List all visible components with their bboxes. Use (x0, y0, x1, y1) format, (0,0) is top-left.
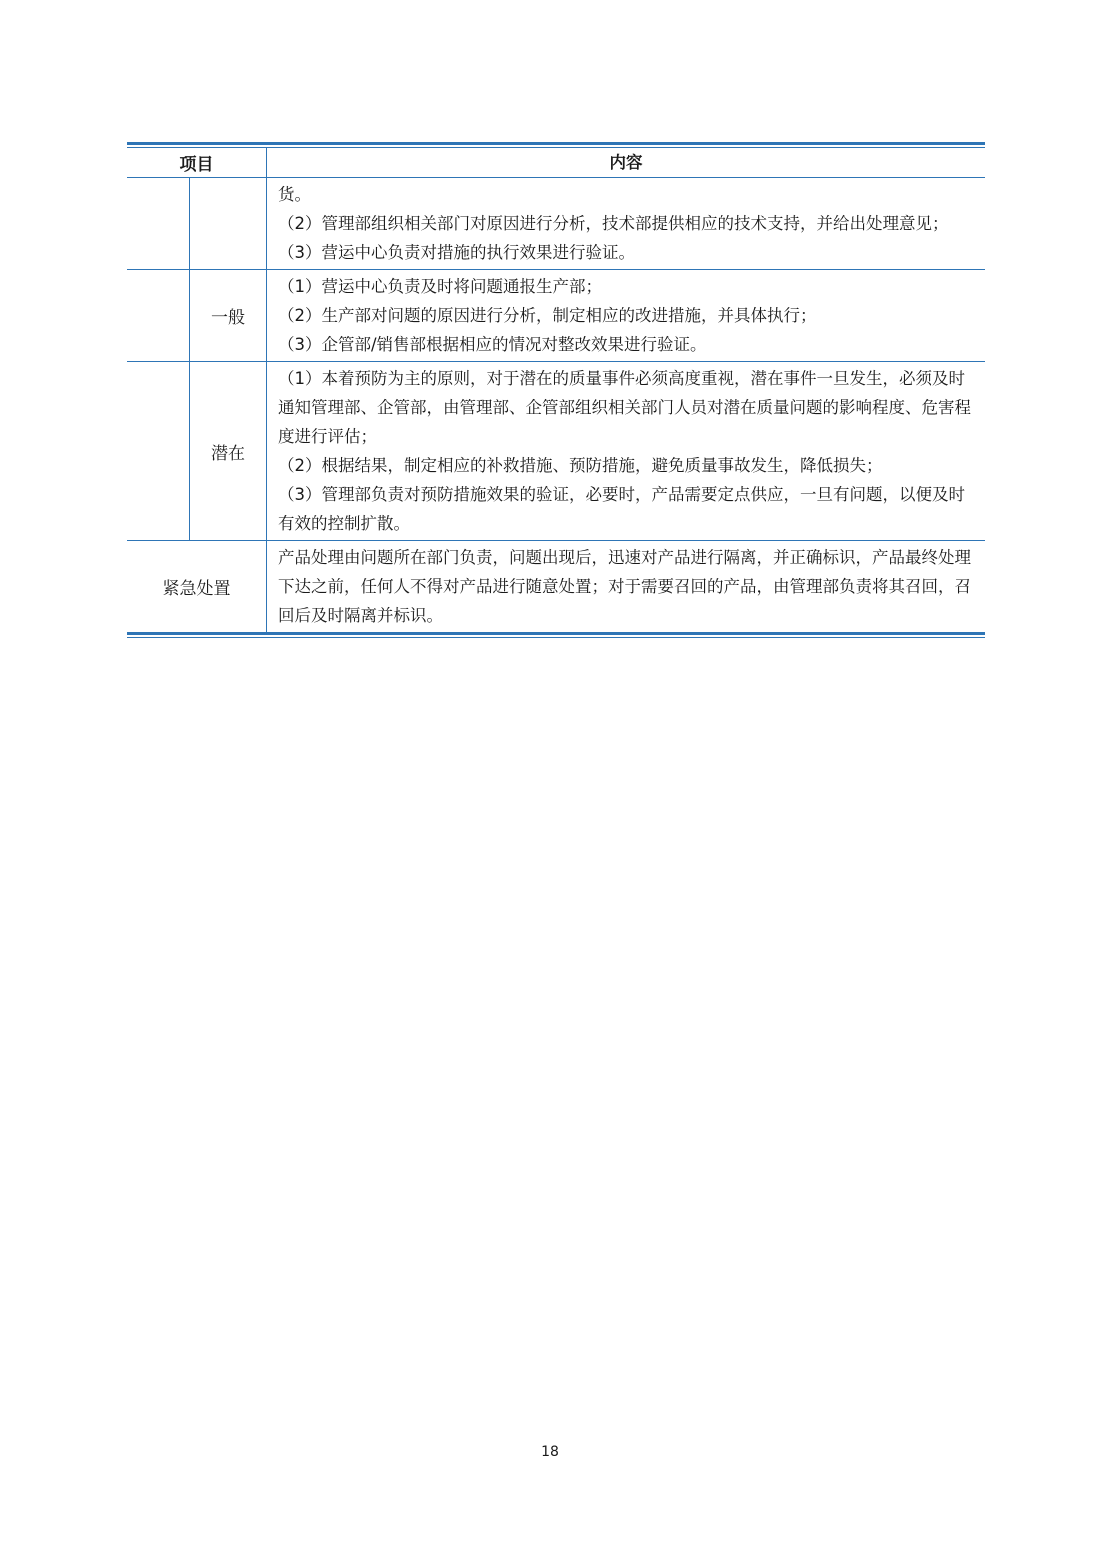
table-header-row (127, 148, 985, 178)
table-row (127, 178, 985, 270)
content-line: （2）生产部对问题的原因进行分析，制定相应的改进措施，并具体执行； (278, 306, 817, 325)
content-line: （3）管理部负责对预防措施效果的验证，必要时，产品需要定点供应，一旦有问题，以便及时有效的控制扩散。 (278, 485, 965, 533)
page-number: 18 (541, 1444, 559, 1460)
emergency-content (267, 541, 985, 632)
row-content (267, 362, 985, 540)
content-line: 货。 (278, 185, 311, 204)
row-label-general: 一般 (189, 270, 267, 361)
content-line: （1）本着预防为主的原则，对于潜在的质量事件必须高度重视，潜在事件一旦发生，必须及时通知管理部、企管部，由管理部、企管部组织相关部门人员对潜在质量问题的影响程度、危害程度进行评估； (278, 369, 971, 446)
row-content (267, 270, 985, 361)
row-label (189, 178, 267, 269)
row-content (267, 178, 985, 269)
table-row (127, 270, 985, 362)
content-line: （3）企管部/销售部根据相应的情况对整改效果进行验证。 (278, 335, 707, 354)
content-line: （3）营运中心负责对措施的执行效果进行验证。 (278, 243, 635, 262)
table-row-emergency (127, 541, 985, 632)
header-item: 项目 (127, 148, 267, 177)
content-line: （1）营运中心负责及时将问题通报生产部； (278, 277, 602, 296)
table-row (127, 362, 985, 541)
row-label-emergency: 紧急处置 (127, 541, 267, 632)
table-bottom-rule (127, 632, 985, 638)
row-label-potential: 潜在 (189, 362, 267, 540)
content-line: 产品处理由问题所在部门负责，问题出现后，迅速对产品进行隔离，并正确标识，产品最终处理下达之前，任何人不得对产品进行随意处置；对于需要召回的产品，由管理部负责将其召回，召回后及时隔离并标识。 (278, 548, 971, 625)
header-content: 内容 (609, 153, 643, 172)
content-line: （2）管理部组织相关部门对原因进行分析，技术部提供相应的技术支持，并给出处理意见； (278, 214, 949, 233)
content-line: （2）根据结果，制定相应的补救措施、预防措施，避免质量事故发生，降低损失； (278, 456, 883, 475)
process-table (127, 142, 985, 638)
